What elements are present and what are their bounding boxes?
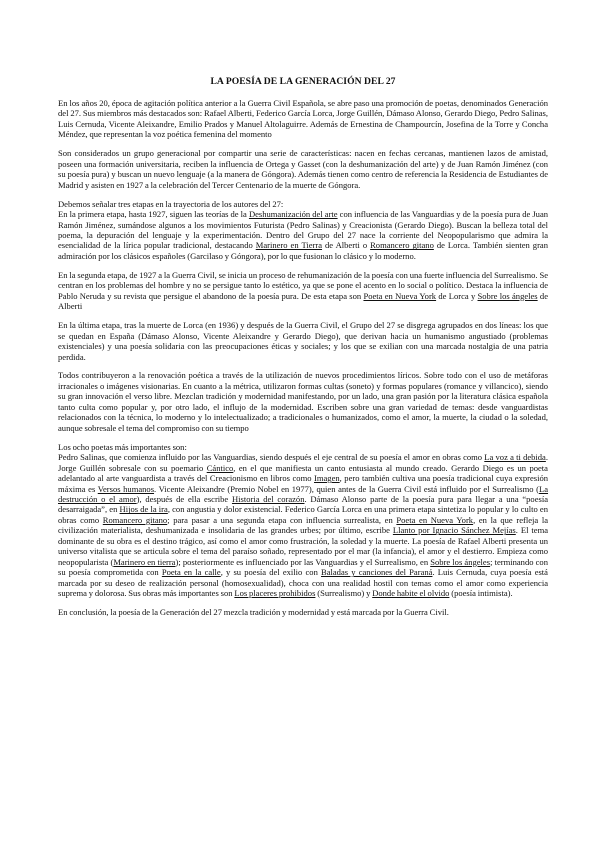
work-title: Versos humanos <box>97 483 155 494</box>
paragraph-text: En la primera etapa, hasta 1927, siguen las teorías de la <box>58 209 249 220</box>
work-title: Historia del corazón <box>231 493 305 504</box>
paragraph-conclusion <box>58 607 548 617</box>
work-title: Cántico <box>206 462 234 473</box>
work-title: Baladas y canciones del Paraná <box>321 567 433 578</box>
work-title: Hijos de la ira <box>119 504 168 515</box>
paragraph-text: En la segunda etapa, de 1927 a la Guerra Civil, se inicia un proceso de rehumanización de la poesía con una fuerte influencia del Surrealismo. Se centran en los problemas del hombre y no se persigue tanto lo estético, ya que se pone el acento en lo social o político. Destaca la influencia de Pablo Neruda y su revista que persigue el abandono de la poesía pura. De esta etapa son <box>58 269 548 301</box>
paragraph-text: . Luis Cernuda, cuya poesía está marcada por su deseo de realización personal (homosexualidad), choca con una realidad hostil con temas como el amor como experiencia suprema y dolorosa. Sus obras más importantes son <box>58 567 548 599</box>
work-title: La voz a ti debida <box>484 452 546 463</box>
work-title: Poeta en la calle <box>161 567 221 578</box>
paragraph-text: con influencia de las Vanguardias y de la poesía pura de Juan Ramón Jiménez, sumándose algunos a los movimientos Futurista (Pedro Salinas) y Creacionista (Gerardo Diego). Buscan la belleza total del poema, la depuración del lenguaje y la experimentación. Dentro del Grupo del 27 nace la corriente del Neopopularismo que admira la esencialidad de la lírica popular tradicional, destacando <box>58 209 549 251</box>
work-title: Romancero gitano <box>102 514 168 525</box>
work-title: Donde habite el olvido <box>372 588 450 599</box>
paragraph-text: Los ocho poetas más importantes son: <box>58 441 187 452</box>
paragraph-text: Todos contribuyeron a la renovación poética a través de la utilización de nuevos procedimientos líricos. Sobre todo con el uso de metáforas irracionales o imágenes visionarias. En cuanto a la métrica, utilizaron formas cultas (soneto) y formas populares (romance y villancico), siendo su gran innovación el verso libre. Mezclan tradición y modernidad manifestando, por un lado, una gran pasión por la literatura clásica española tanto culta como popular y, por otro lado, el influjo de la modernidad. Escriben sobre una gran variedad de temas: desde vanguardistas relacionados con la técnica, lo moderno y lo intelectualizado; a tradicionales o humanizados, como el amor, la muerte, la ciudad o la soledad, aunque sobresale el tema del compromiso con su tiempo <box>58 370 548 433</box>
paragraph-second-stage <box>58 270 548 312</box>
work-title: Marinero en Tierra <box>255 240 323 251</box>
paragraph-last-stage <box>58 320 548 362</box>
work-title: Marinero en tierra <box>113 556 176 567</box>
paragraph-text: Debemos señalar tres etapas en la trayectoria de los autores del 27: <box>58 198 284 209</box>
document-title: LA POESÍA DE LA GENERACIÓN DEL 27 <box>210 76 396 87</box>
paragraph-text: , en el que manifiesta un canto entusiasta al mundo creado. Gerardo Diego es un poeta adelantado al arte vanguardista a través del Creacionismo en libros como <box>58 462 548 484</box>
paragraph-text: ; para pasar a una segunda etapa con influencia surrealista, en <box>167 514 397 525</box>
paragraph-text: , con angustia y dolor existencial. Federico García Lorca en una primera etapa sintetiza lo popular y lo culto en obras como <box>58 504 549 525</box>
work-title: La destrucción o el amor <box>58 483 549 504</box>
paragraph-text: . Jorge Guillén sobresale con su poemario <box>58 452 548 473</box>
paragraph-text: ; terminando con su poesía comprometida con <box>58 556 548 578</box>
paragraph-text: . Vicente Aleixandre (Premio Nobel en 1977), quien antes de la Guerra Civil está influido por el Surrealismo ( <box>154 483 539 494</box>
paragraph-text: Pedro Salinas, que comienza influido por las Vanguardias, siendo después el eje central de su poesía el amor en obras como <box>58 452 485 463</box>
paragraph-eight-poets <box>58 442 548 599</box>
work-title: Sobre los ángeles <box>430 556 491 567</box>
paragraph-text: , pero también cultiva una poesía tradicional cuya expresión máxima es <box>58 473 548 494</box>
paragraph-text: de Alberti o <box>322 240 371 251</box>
paragraph-text: Son considerados un grupo generacional por compartir una serie de características: nacen en fechas cercanas, mantienen lazos de amistad, poseen una formación universitaria, reciben la influencia de Ortega y Gasset (con la deshumanización del arte) y de Juan Ramón Jiménez (con su poesía pura) y buscan un nuevo lenguaje (a la manera de Góngora). Además tienen como centro de referencia la Residencia de Estudiantes de Madrid y asisten en 1927 a la celebración del Tercer Centenario de la muerte de Góngora. <box>58 148 548 190</box>
paragraph-intro <box>58 98 548 140</box>
paragraph-text: , y su poesía del exilio con <box>220 567 322 578</box>
paragraph-text: En la última etapa, tras la muerte de Lorca (en 1936) y después de la Guerra Civil, el Grupo del 27 se disgrega agrupados en dos líneas: los que se quedan en España (Dámaso Alonso, Vicente Aleixandre y Gerardo Diego), que derivan hacia un humanismo angustiado (problemas existenciales) y una poesía solidaria con las preocupaciones éticas y sociales; y los que se exilian con una marcada nostalgia de una patria perdida. <box>58 320 548 362</box>
paragraph-characteristics <box>58 148 548 190</box>
work-title: Sobre los ángeles <box>477 290 538 301</box>
paragraph-text: En conclusión, la poesía de la Generación del 27 mezcla tradición y modernidad y está marcada por la Guerra Civil. <box>58 606 449 617</box>
work-title: Los placeres prohibidos <box>234 588 316 599</box>
work-title: Poeta en Nueva York <box>396 514 474 525</box>
paragraph-text: de Lorca y <box>436 290 478 301</box>
paragraph-text: (Surrealismo) y <box>315 588 373 599</box>
paragraph-text: En los años 20, época de agitación política anterior a la Guerra Civil Española, se abre paso una promoción de poetas, denominados Generación del 27. Sus miembros más destacados son: Rafael Alberti, Federico García Lorca, Jorge Guillén, Dámaso Alonso, Gerardo Diego, Pedro Salinas, Luis Cernuda, Vicente Aleixandre, Emilio Prados y Manuel Altolaguirre. Además de Ernestina de Champourcín, Josefina de la Torre y Concha Méndez, que representan la voz poética femenina del momento <box>58 98 548 140</box>
paragraph-first-stage <box>58 199 548 262</box>
work-title: Imagen <box>314 473 340 484</box>
work-title: Deshumanización del arte <box>248 209 338 220</box>
work-title: Llanto por Ignacio Sánchez Mejías <box>392 525 516 536</box>
paragraph-text: (poesía intimista). <box>449 588 513 599</box>
paragraph-renovation <box>58 370 548 433</box>
paragraph-text: . El tema dominante de su obra es el destino trágico, así como el amor como frustración, la soledad y la muerte. La poesía de Rafael Alberti presenta un universo vitalista que se articula sobre el tema del paraíso soñado, representado por el mar (la infancia), el amor y el destierro. Empieza como neopopularista ( <box>58 525 549 567</box>
paragraph-text: ), después de ella escribe <box>136 493 232 504</box>
paragraph-text: , en la que refleja la civilización materialista, deshumanizada e insolidaria de las grandes urbes; por último, escribe <box>58 514 548 536</box>
paragraph-text: de Alberti <box>58 290 548 312</box>
work-title: Poeta en Nueva York <box>363 290 437 301</box>
work-title: Romancero gitano <box>370 240 434 251</box>
paragraph-text: ); posteriormente es influenciado por las Vanguardias y el Surrealismo, en <box>175 556 431 567</box>
paragraph-text: de Lorca. También sienten gran admiración por los clásicos españoles (Garcilaso y Góngora), por lo que fusionan lo clásico y lo moderno. <box>58 240 548 261</box>
paragraph-text: . Dámaso Alonso parte de la poesía pura para llegar a una “poesía desarraigada”, en <box>58 493 548 515</box>
